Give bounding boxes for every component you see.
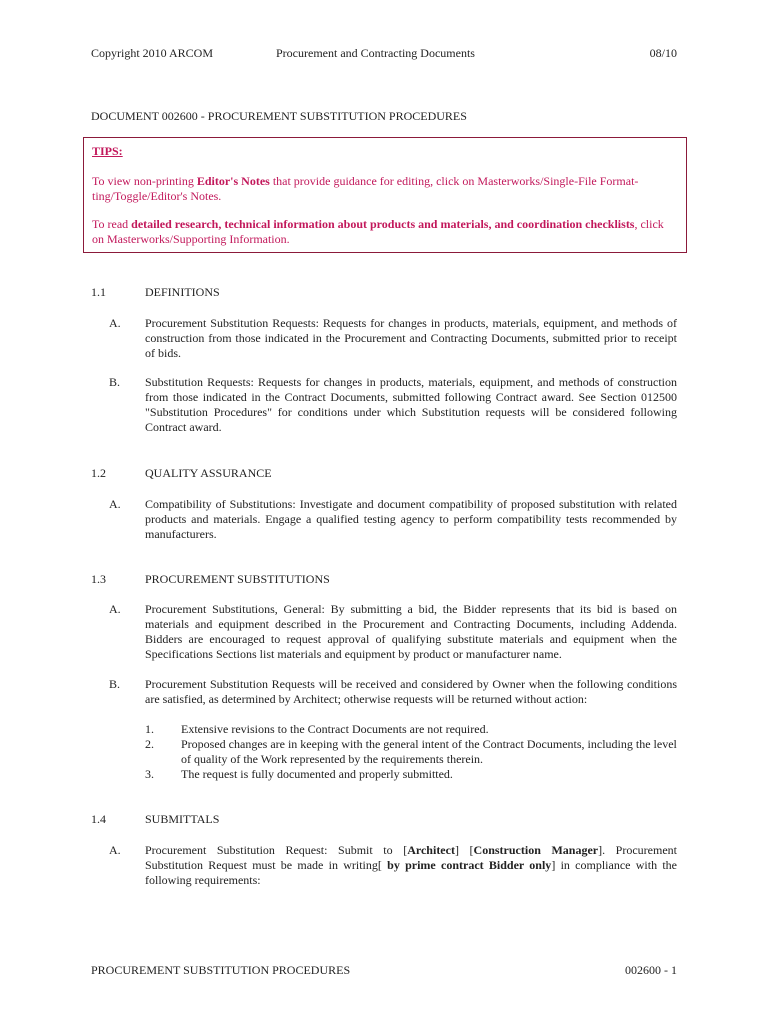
sub-item-text: Extensive revisions to the Contract Documents are not required. [181, 722, 489, 736]
paragraph-letter: B. [109, 375, 121, 389]
paragraph-text: Substitution Requests: Requests for changes in products, materials, equipment, and methods of construction from those indicated in the Contract Documents, submitted following Contract award. See Section 012500 "Substitution Procedures" for conditions under which Substitution requests will be considered following Contract award. [145, 375, 677, 434]
architect-option: Architect [407, 843, 455, 857]
section-number: 1.1 [91, 285, 106, 299]
page-header [91, 46, 677, 62]
paragraph-text: Compatibility of Substitutions: Investigate and document compatibility of proposed substitution with related products and materials. Engage a qualified testing agency to perform compatibility tests recommended by manufacturers. [145, 497, 677, 541]
sub-item-text: The request is fully documented and properly submitted. [181, 767, 453, 781]
header-center-title: Procurement and Contracting Documents [276, 46, 475, 60]
paragraph-letter: A. [109, 843, 121, 857]
paragraph-letter: A. [109, 602, 121, 616]
paragraph-text: Procurement Substitution Requests will be received and considered by Owner when the following conditions are satisfied, as determined by Architect; otherwise requests will be returned without action: [145, 677, 677, 706]
paragraph-text: Procurement Substitutions, General: By submitting a bid, the Bidder represents that its bid is based on materials and equipment described in the Procurement and Contracting Documents, including Addenda. Bidders are encouraged to request approval of qualifying substitute materials and equipment when the Specifications Sections list materials and equipment by product or manufacturer name. [145, 602, 677, 661]
paragraph-text: Procurement Substitution Request: Submit to [Architect] [Construction Manager]. Procurement Substitution Request must be made in writing[ by prime contract Bidder only] in compliance with the following requirements: [145, 843, 677, 887]
tips-heading: TIPS: [92, 144, 123, 158]
paragraph-letter: A. [109, 497, 121, 511]
sub-item-number: 3. [145, 767, 154, 781]
sub-item-number: 2. [145, 737, 154, 751]
paragraph-letter: B. [109, 677, 121, 691]
document-title: DOCUMENT 002600 - PROCUREMENT SUBSTITUTION PROCEDURES [91, 109, 467, 123]
section-number: 1.2 [91, 466, 106, 480]
tips-paragraph-editors-notes: To view non-printing Editor's Notes that provide guidance for editing, click on Masterworks/Single-File Format-ting/Toggle/Editor's Notes. [92, 174, 639, 203]
footer-section-title: PROCUREMENT SUBSTITUTION PROCEDURES [91, 963, 351, 977]
section-number: 1.3 [91, 572, 106, 586]
prime-contract-bidder-option: by prime contract Bidder only [381, 858, 552, 872]
tips-box [83, 137, 687, 253]
construction-manager-option: Construction Manager [473, 843, 599, 857]
sub-item-text: Proposed changes are in keeping with the general intent of the Contract Documents, including the level of quality of the Work represented by the requirements therein. [181, 737, 677, 766]
footer-page-number: 002600 - 1 [625, 963, 677, 977]
paragraph-letter: A. [109, 316, 121, 330]
header-date: 08/10 [649, 46, 677, 60]
section-title: SUBMITTALS [145, 812, 220, 826]
research-link-text: detailed research, technical information about products and materials, and coordination checklists [131, 217, 635, 231]
section-title: DEFINITIONS [145, 285, 220, 299]
sub-item-number: 1. [145, 722, 154, 736]
section-title: PROCUREMENT SUBSTITUTIONS [145, 572, 330, 586]
section-title: QUALITY ASSURANCE [145, 466, 272, 480]
paragraph-text: Procurement Substitution Requests: Requests for changes in products, materials, equipment, and methods of construction from those indicated in the Procurement and Contracting Documents, submitted prior to receipt of bids. [145, 316, 677, 360]
editors-notes-link-text: Editor's Notes [196, 174, 270, 188]
section-number: 1.4 [91, 812, 106, 826]
header-copyright: Copyright 2010 ARCOM [91, 46, 214, 60]
tips-paragraph-research: To read detailed research, technical information about products and materials, and coordination checklists, click on Masterworks/Supporting Information. [92, 217, 664, 246]
page-footer [91, 963, 677, 979]
